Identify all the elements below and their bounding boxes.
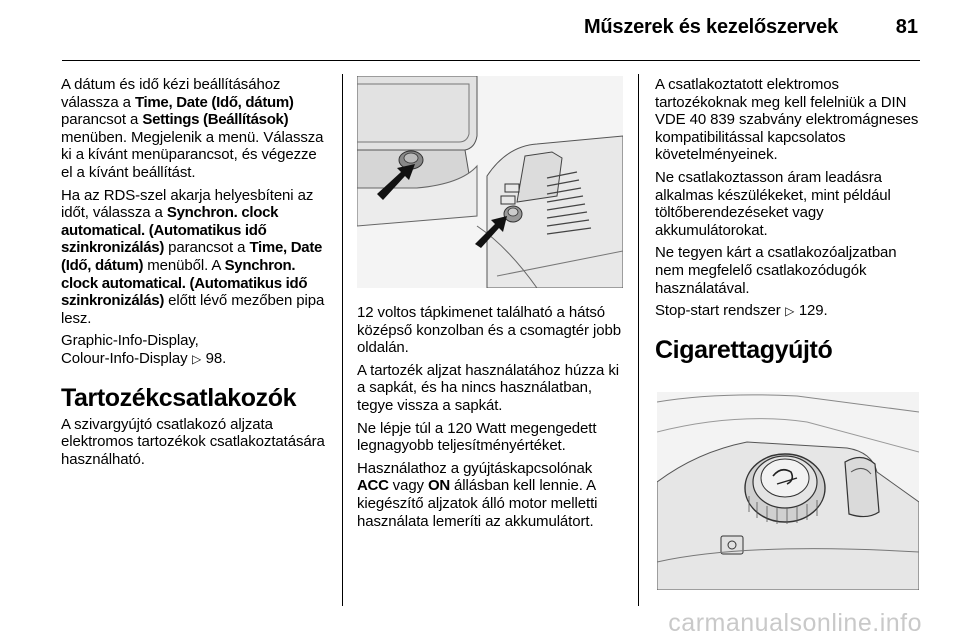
paragraph-manual-time: A dátum és idő kézi beállításához válassza a Time, Date (Idő, dátum) parancsot a Settings (Beállítások) menüben. Megjelenik a menü. Válassza ki a kívánt menüparancsot, és végezze el a kívánt beállítást. [61, 76, 324, 181]
header-title: Műszerek és kezelőszervek [583, 16, 838, 38]
cigarette-lighter-illustration [657, 392, 919, 590]
column-divider-2 [638, 74, 639, 606]
cigarette-lighter-figure [657, 392, 919, 590]
page-number: 81 [895, 16, 918, 38]
column-divider-1 [342, 74, 343, 606]
paragraph-power-limit: Ne lépje túl a 120 Watt megengedett legnagyobb teljesítményértéket. [357, 419, 597, 455]
paragraph-display-ref: Graphic-Info-Display, Colour-Info-Display ▷ 98. [61, 332, 227, 367]
section-heading-cigarette-lighter: Cigarettagyújtó [655, 335, 833, 364]
page-ref-link[interactable]: 98. [205, 349, 227, 367]
paragraph-din-standard: A csatlakoztatott elektromos tartozékoknak meg kell felelniük a DIN VDE 40 839 szabvány elektromágneses kompatibilitással kapcsolatos követelményeinek. [655, 76, 919, 164]
watermark: carmanualsonline.info [668, 609, 922, 637]
paragraph-ignition: Használathoz a gyújtáskapcsolónak ACC vagy ON állásban kell lennie. A kiegészítő aljzatok álló motor melletti használata lemeríti az akkumulátort. [357, 459, 598, 530]
page-ref-link[interactable]: 129. [798, 302, 828, 320]
ref-arrow-icon: ▷ [785, 304, 795, 319]
header-rule [62, 60, 920, 61]
paragraph-accessory-intro: A szivargyújtó csatlakozó aljzata elektromos tartozékok csatlakoztatására használható. [61, 415, 325, 468]
paragraph-plug-damage: Ne tegyen kárt a csatlakozóaljzatban nem megfelelő csatlakozódugók használatával. [655, 244, 897, 297]
section-heading-accessory-sockets: Tartozékcsatlakozók [61, 383, 297, 412]
column-3 [655, 76, 923, 368]
paragraph-rds-time: Ha az RDS-szel akarja helyesbíteni az időt, válassza a Synchron. clock automatical. (Automatikus idő szinkronizálás) parancsot a Time, Date (Idő, dátum) menüből. A Synchron. clock automatical. (Automatikus idő szinkronizálás) előtt lévő mezőben pipa lesz. [61, 186, 325, 327]
column-1 [61, 76, 331, 473]
paragraph-stop-start-ref: Stop-start rendszer ▷ 129. [655, 302, 828, 320]
power-outlet-figure [357, 76, 623, 288]
paragraph-cap-usage: A tartozék aljzat használatához húzza ki a sapkát, és ha nincs használatban, tegye vissza a sapkát. [357, 361, 619, 414]
column-2 [357, 304, 627, 535]
power-outlet-illustration [357, 76, 623, 288]
paragraph-no-chargers: Ne csatlakoztasson áram leadásra alkalmas készülékeket, mint például töltőberendezéseket vagy akkumulátorokat. [655, 168, 891, 239]
ref-arrow-icon: ▷ [191, 351, 202, 366]
figure-caption: 12 voltos tápkimenet található a hátsó középső konzolban és a csomagtér jobb oldalán. [357, 304, 621, 357]
